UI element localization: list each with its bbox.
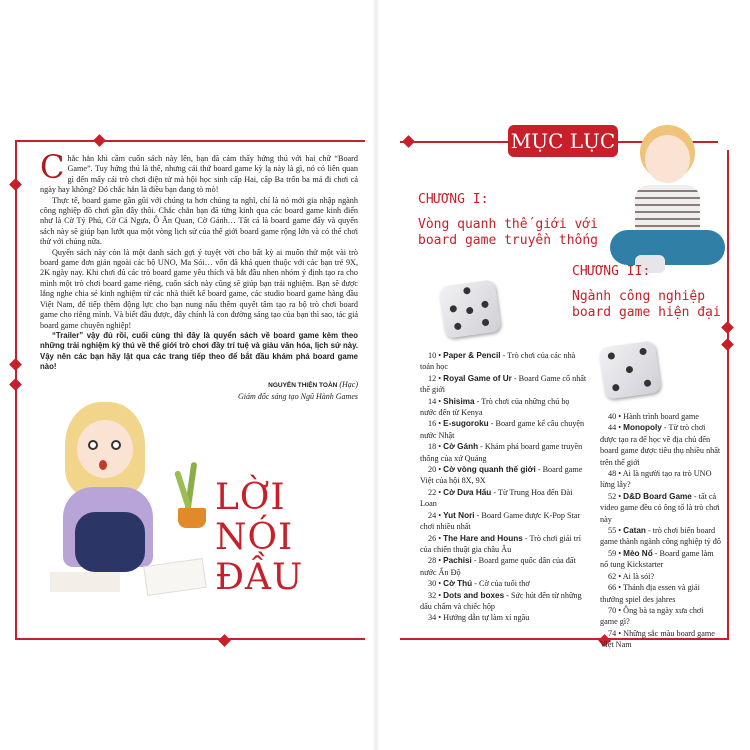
girl-illustration xyxy=(55,402,205,598)
chapter-2-list xyxy=(600,411,722,651)
toc-page-number: 55 xyxy=(608,526,617,536)
toc-item[interactable]: 28 • Pachisi - Board game quốc dân của đất nước Ấn Độ xyxy=(420,556,576,577)
ornament-diamond xyxy=(93,134,106,147)
toc-item[interactable]: 44 • Monopoly - Từ trò chơi được tạo ra để học về địa chủ đến board game được tiêu thụ nhiều nhất trên thế giới xyxy=(600,423,721,467)
toc-item-desc: - trò chơi biến board game thành ngành công nghiệp tỷ đô xyxy=(600,526,721,547)
toc-page-number: 40 xyxy=(608,412,617,421)
toc-item-name: Pachisi xyxy=(443,556,472,566)
toc-page-number: 24 xyxy=(428,510,437,520)
toc-item-desc: Những sắc màu board game Việt Nam xyxy=(600,628,715,650)
toc-item-name: Cờ Thú xyxy=(443,579,473,589)
toc-item-name: Cờ Gánh xyxy=(443,442,479,452)
intro-text xyxy=(40,148,358,402)
toc-item[interactable]: 52 • D&D Board Game - tất cả video game đều có ông tổ là trò chơi này xyxy=(600,491,720,524)
chapter-1-title: Vòng quanh thế giới với board game truyền thống xyxy=(418,217,599,248)
toc-page-number: 12 xyxy=(428,373,437,383)
right-side-border xyxy=(727,150,729,640)
toc-page-number: 32 xyxy=(428,590,437,600)
author-nickname: (Hạc) xyxy=(339,379,358,389)
toc-item[interactable]: 20 • Cờ vòng quanh thế giới - Board game Việt của hội 8X, 9X xyxy=(420,465,583,486)
toc-item[interactable]: 55 • Catan - trò chơi biến board game thành ngành công nghiệp tỷ đô xyxy=(600,526,721,547)
dice-icon xyxy=(439,279,502,338)
toc-item-name: Cờ vòng quanh thế giới xyxy=(443,465,536,475)
toc-item-desc: Hành trình board game xyxy=(623,412,699,421)
toc-item-name: The Hare and Houns xyxy=(443,533,523,543)
toc-item-name: Paper & Pencil xyxy=(443,351,501,360)
toc-item-desc: - Trò chơi giải trí của chiến thuật gia châu Âu xyxy=(420,533,582,554)
toc-item[interactable]: 30 • Cờ Thú - Cờ của tuổi thơ xyxy=(428,579,530,589)
toc-page-number: 74 xyxy=(608,628,617,638)
toc-item-name: D&D Board Game xyxy=(623,491,692,501)
intro-paragraph: Quyển sách này còn là một danh sách gợi ý tuyệt vời cho bất kỳ ai muốn thử một vài trò board game đơn giản ngoài các bộ UNO, Ma Sói… vốn đã khá quen thuộc với các bạn trẻ 9X, 2K ngày nay. Khi chơi đủ các trò board game yêu thích và bắt đầu nhen nhóm ý định tạo ra cho mình một trò chơi board game riêng, cuốn sách này cũng sẽ giúp bạn trải nghiệm. Bạn sẽ được lắng nghe chia sẻ kinh nghiệm từ các nhà thiết kế board game, các studio board game hàng đầu Việt Nam, để tiếp thêm động lực cho bạn nung nấu thêm quyết tâm tạo ra bộ trò chơi board game cho riêng mình. Và biết đâu được, đây chính là con đường sáng tạo của bạn thì sao, tác giả board game chuyên nghiệp! xyxy=(40,247,358,330)
drop-cap: C xyxy=(40,148,65,186)
author-signature xyxy=(40,379,358,402)
toc-page-number: 34 xyxy=(428,613,437,623)
toc-page-number: 66 xyxy=(608,583,617,593)
toc-item-desc: Ai là người tạo ra trò UNO lừng lẫy? xyxy=(600,469,712,490)
left-bottom-border xyxy=(15,638,365,640)
toc-page-number: 62 xyxy=(608,571,617,581)
toc-page-number: 10 xyxy=(428,351,437,360)
toc-page-number: 59 xyxy=(608,548,617,558)
toc-item[interactable]: 32 • Dots and boxes - Sức hút đến từ những dấu chấm và chiếc hộp xyxy=(420,590,582,611)
author-name: NGUYỄN THIỆN TOÀN xyxy=(268,381,338,389)
toc-item-name: Cờ Dưa Hấu xyxy=(443,487,492,497)
toc-page-number: 26 xyxy=(428,533,437,543)
toc-item-name: Mèo Nổ xyxy=(623,548,653,558)
toc-item-desc: Ông bà ta ngày xưa chơi game gì? xyxy=(600,605,704,627)
toc-item-desc: - Trò chơi của các nhà toán học xyxy=(420,351,576,372)
toc-item[interactable]: 24 • Yut Nori - Board Game được K-Pop Star chơi nhiều nhất xyxy=(420,510,581,532)
intro-closing: “Trailer” vậy đủ rồi, cuối cùng thì đây là quyển sách về board game kèm theo những trải nghiệm kỳ thú về thế giới trò chơi đầy trí tuệ và giàu văn hóa, lịch sử này. Vậy nên các bạn hãy lật qua các trang tiếp theo để bắt đầu khám phá board game nào! xyxy=(40,330,358,372)
section-title: LỜI NÓI ĐẦU xyxy=(215,477,304,598)
toc-item[interactable]: 16 • E-sugoroku - Board game kể câu chuyện nước Nhật xyxy=(420,419,585,440)
toc-item-name: Royal Game of Ur xyxy=(443,373,512,383)
toc-item-desc: Thánh địa essen và giải thưởng spiel des jahres xyxy=(600,583,700,604)
toc-page-number: 16 xyxy=(428,419,437,429)
toc-item-name: Monopoly xyxy=(623,423,662,433)
author-role: Giám đốc sáng tạo Ngũ Hành Games xyxy=(238,391,358,401)
toc-item[interactable]: 62 • Ai là sói? xyxy=(608,571,655,581)
toc-page-number: 48 xyxy=(608,469,617,479)
toc-page-number: 52 xyxy=(608,491,617,501)
toc-item-desc: - Board game làm nổ tung Kickstarter xyxy=(600,548,714,570)
toc-item[interactable]: 40 • Hành trình board game xyxy=(608,412,699,421)
toc-item[interactable]: 12 • Royal Game of Ur - Board Game cổ nhất thế giới xyxy=(420,373,587,395)
toc-item[interactable]: 22 • Cờ Dưa Hấu - Từ Trung Hoa đến Đài Loan xyxy=(420,487,573,509)
toc-page-number: 30 xyxy=(428,579,437,589)
ornament-diamond xyxy=(9,378,22,391)
toc-item-desc: - Board game kể câu chuyện nước Nhật xyxy=(420,419,585,440)
toc-item[interactable]: 10 • Paper & Pencil - Trò chơi của các nhà toán học xyxy=(420,351,576,372)
toc-item[interactable]: 70 • Ông bà ta ngày xưa chơi game gì? xyxy=(600,605,704,627)
toc-badge: MỤC LỤC xyxy=(508,125,618,157)
toc-item-name: Dots and boxes xyxy=(443,590,505,600)
toc-item-desc: Ai là sói? xyxy=(622,571,655,581)
toc-page-number: 70 xyxy=(608,605,617,615)
toc-item-desc: - Sức hút đến từ những dấu chấm và chiếc hộp xyxy=(420,590,582,611)
toc-item-desc: - Từ Trung Hoa đến Đài Loan xyxy=(420,487,573,509)
ornament-diamond xyxy=(218,634,231,647)
chapter-2-heading: CHƯƠNG II: xyxy=(572,264,651,279)
toc-item[interactable]: 18 • Cờ Gánh - Khám phá board game truyền thống của xứ Quảng xyxy=(420,442,583,463)
toc-item-name: E-sugoroku xyxy=(443,419,489,429)
toc-item[interactable]: 26 • The Hare and Houns - Trò chơi giải trí của chiến thuật gia châu Âu xyxy=(420,533,582,554)
toc-page-number: 18 xyxy=(428,442,437,452)
chapter-2-title: Ngành công nghiệp board game hiện đại xyxy=(572,289,721,320)
toc-page-number: 28 xyxy=(428,556,437,566)
intro-paragraph: hắc hẳn khi cầm cuốn sách này lên, bạn đã cảm thấy hứng thú với hai chữ “Board Game”. Tuy hứng thú là thế, nhưng cái thứ board game kỳ lạ này là gì, nó có liên quan gì đến mấy cái trò chơi điện tử mà hội học sinh cấp Hai, cấp Ba trốn ba má đi chơi cả ngày hay không? Đó chắc hẳn là điều bạn đang tò mò! xyxy=(40,154,358,195)
toc-item-name: Yut Nori xyxy=(443,510,475,520)
toc-item-name: Shisima xyxy=(443,396,475,406)
toc-item-desc: - Board Game cổ nhất thế giới xyxy=(420,373,587,395)
toc-item[interactable]: 14 • Shisima - Trò chơi của những chú bọ nước đến từ Kenya xyxy=(420,396,570,418)
toc-page-number: 20 xyxy=(428,465,437,475)
ornament-diamond xyxy=(9,178,22,191)
toc-item-name: Catan xyxy=(623,526,646,536)
toc-item-desc: Hướng dẫn tự làm xí ngầu xyxy=(443,613,530,623)
left-top-border xyxy=(15,140,365,142)
chapter-1-heading: CHƯƠNG I: xyxy=(418,192,489,207)
toc-page-number: 14 xyxy=(428,396,437,406)
toc-item-desc: - Board game Việt của hội 8X, 9X xyxy=(420,465,583,486)
toc-item-desc: - tất cả video game đều có ông tổ là trò chơi này xyxy=(600,491,720,524)
ornament-diamond xyxy=(9,358,22,371)
toc-item-desc: - Trò chơi của những chú bọ nước đến từ Kenya xyxy=(420,396,570,418)
ornament-diamond xyxy=(721,338,734,351)
toc-item-desc: - Từ trò chơi được tạo ra để học về địa chủ đến board game được tiêu thụ nhiều nhất trên thế giới xyxy=(600,423,721,467)
intro-paragraph: Thực tế, board game gần gũi với chúng ta hơn chúng ta nghĩ, chỉ là nó mới gia nhập ngành công nghiệp đồ chơi gần đây thôi. Chắc chắn bạn đã từng kinh qua các board game kinh điển như là Cờ Tỷ Phú, Cờ Cá Ngựa, Ô Ăn Quan, Cờ Gánh… Tất cả là board game đấy và quyển sách này sẽ giúp bạn lướt qua một vòng lịch sử của thế giới board game rộng lớn và có thể chơi thử với chúng nữa. xyxy=(40,195,358,247)
toc-page-number: 22 xyxy=(428,487,437,497)
toc-page-number: 44 xyxy=(608,423,617,433)
toc-item[interactable]: 34 • Hướng dẫn tự làm xí ngầu xyxy=(428,613,530,623)
ornament-diamond xyxy=(402,135,415,148)
toc-item[interactable]: 66 • Thánh địa essen và giải thưởng spiel des jahres xyxy=(600,583,700,604)
chapter-1-list xyxy=(420,350,588,624)
toc-item-desc: - Board game quốc dân của đất nước Ấn Độ xyxy=(420,556,576,577)
toc-item-desc: - Board Game được K-Pop Star chơi nhiều nhất xyxy=(420,510,581,532)
toc-item-desc: - Khám phá board game truyền thống của xứ Quảng xyxy=(420,442,583,463)
chapter-2-header xyxy=(572,264,722,321)
toc-item[interactable]: 48 • Ai là người tạo ra trò UNO lừng lẫy? xyxy=(600,469,712,490)
toc-item-desc: - Cờ của tuổi thơ xyxy=(472,579,530,589)
boy-illustration xyxy=(605,125,725,285)
chapter-1-header xyxy=(418,192,598,249)
toc-item[interactable]: 59 • Mèo Nổ - Board game làm nổ tung Kickstarter xyxy=(600,548,714,570)
page-gutter xyxy=(372,0,380,750)
dice-icon xyxy=(599,340,662,399)
ornament-diamond xyxy=(721,321,734,334)
toc-item[interactable]: 74 • Những sắc màu board game Việt Nam xyxy=(600,628,715,650)
